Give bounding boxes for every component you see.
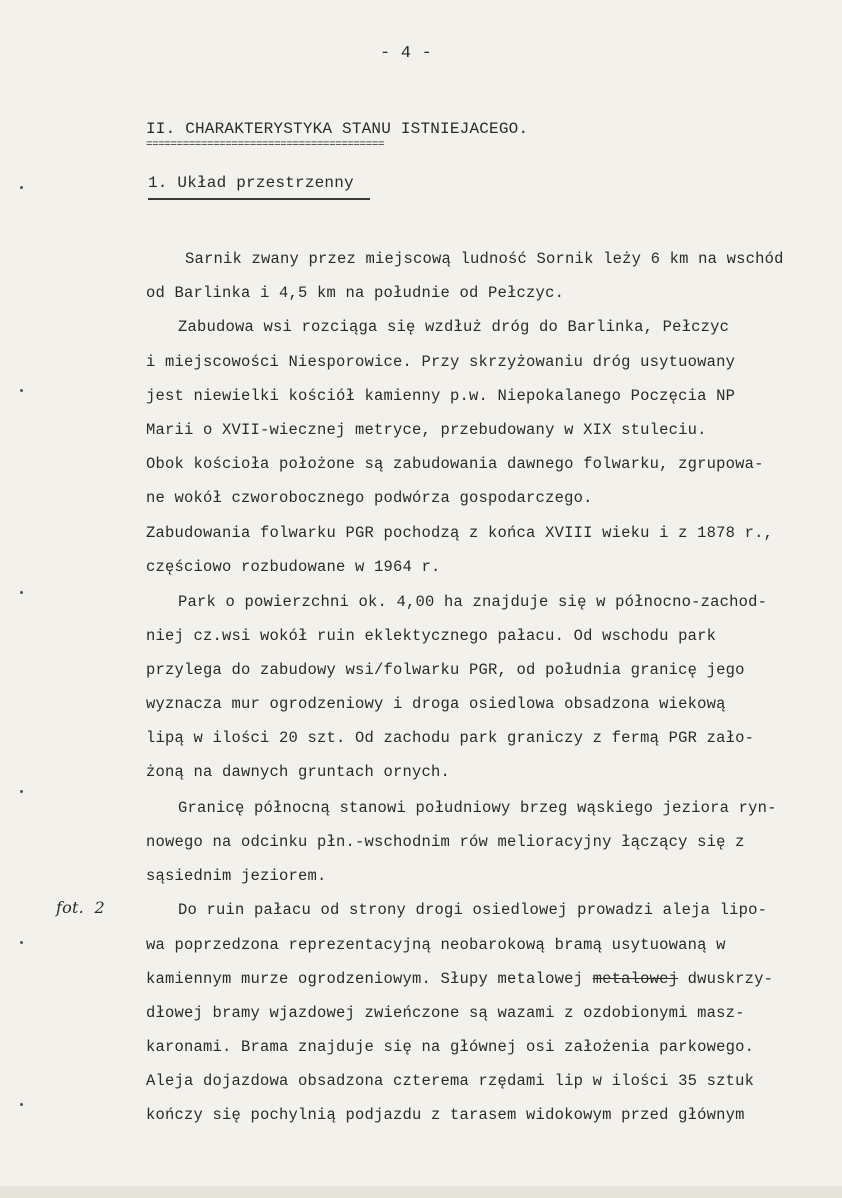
body-line: jest niewielki kościół kamienny p.w. Niepokalanego Poczęcia NP bbox=[146, 387, 736, 405]
page-number: - 4 - bbox=[380, 44, 433, 63]
body-line: przylega do zabudowy wsi/folwarku PGR, od południa granicę jego bbox=[146, 661, 745, 679]
body-line: Aleja dojazdowa obsadzona czterema rzędami lip w ilości 35 sztuk bbox=[146, 1072, 755, 1090]
body-line: ne wokół czworobocznego podwórza gospodarczego. bbox=[146, 489, 593, 507]
body-line: Zabudowania folwarku PGR pochodzą z końca XVIII wieku i z 1878 r., bbox=[146, 524, 774, 542]
body-line: od Barlinka i 4,5 km na południe od Pełczyc. bbox=[146, 284, 565, 302]
body-line: Park o powierzchni ok. 4,00 ha znajduje się w północno-zachod- bbox=[178, 593, 768, 611]
body-line-tail: dwuskrzy- bbox=[687, 970, 774, 988]
body-line: Marii o XVII-wiecznej metryce, przebudowany w XIX stuleciu. bbox=[146, 421, 707, 439]
binding-hole-mark bbox=[20, 790, 23, 793]
body-line: sąsiednim jeziorem. bbox=[146, 867, 327, 885]
binding-hole-mark bbox=[20, 1103, 23, 1106]
body-line: wa poprzedzona reprezentacyjną neobarokową bramą usytuowaną w bbox=[146, 936, 726, 954]
body-line: niej cz.wsi wokół ruin eklektycznego pałacu. Od wschodu park bbox=[146, 627, 717, 645]
subsection-underline bbox=[148, 198, 370, 200]
body-line: Do ruin pałacu od strony drogi osiedlowej prowadzi aleja lipo- bbox=[178, 901, 768, 919]
body-line: lipą w ilości 20 szt. Od zachodu park graniczy z fermą PGR zało- bbox=[146, 729, 755, 747]
body-line: karonami. Brama znajduje się na głównej osi założenia parkowego. bbox=[146, 1038, 755, 1056]
binding-hole-mark bbox=[20, 941, 23, 944]
body-line: Zabudowa wsi rozciąga się wzdłuż dróg do Barlinka, Pełczyc bbox=[178, 318, 730, 336]
body-line: żoną na dawnych gruntach ornych. bbox=[146, 763, 451, 781]
body-line: kończy się pochylnią podjazdu z tarasem widokowym przed głównym bbox=[146, 1106, 745, 1124]
section-heading: II. CHARAKTERYSTYKA STANU ISTNIEJACEGO. bbox=[146, 120, 529, 138]
page-bottom-edge bbox=[0, 1186, 842, 1198]
body-line-text: kamiennym murze ogrodzeniowym. Słupy metalowej bbox=[146, 970, 584, 988]
binding-hole-mark bbox=[20, 389, 23, 392]
binding-hole-mark bbox=[20, 591, 23, 594]
struck-out-word: metalowej bbox=[592, 970, 679, 988]
body-line: częściowo rozbudowane w 1964 r. bbox=[146, 558, 441, 576]
subsection-heading: 1. Układ przestrzenny bbox=[148, 174, 354, 192]
body-line: i miejscowości Niesporowice. Przy skrzyżowaniu dróg usytuowany bbox=[146, 353, 736, 371]
heading-double-underline: ======================================= bbox=[146, 139, 384, 151]
body-line bbox=[146, 970, 773, 988]
body-line: Obok kościoła położone są zabudowania dawnego folwarku, zgrupowa- bbox=[146, 455, 764, 473]
body-line: wyznacza mur ogrodzeniowy i droga osiedlowa obsadzona wiekową bbox=[146, 695, 726, 713]
body-line: nowego na odcinku płn.-wschodnim rów melioracyjny łączący się z bbox=[146, 833, 745, 851]
body-line: Sarnik zwany przez miejscową ludność Sornik leży 6 km na wschód bbox=[185, 250, 784, 268]
body-line: dłowej bramy wjazdowej zwieńczone są wazami z ozdobionymi masz- bbox=[146, 1004, 745, 1022]
binding-hole-mark bbox=[20, 186, 23, 189]
margin-note-photo-ref: fot. 2 bbox=[56, 898, 105, 917]
body-line: Granicę północną stanowi południowy brzeg wąskiego jeziora ryn- bbox=[178, 799, 777, 817]
